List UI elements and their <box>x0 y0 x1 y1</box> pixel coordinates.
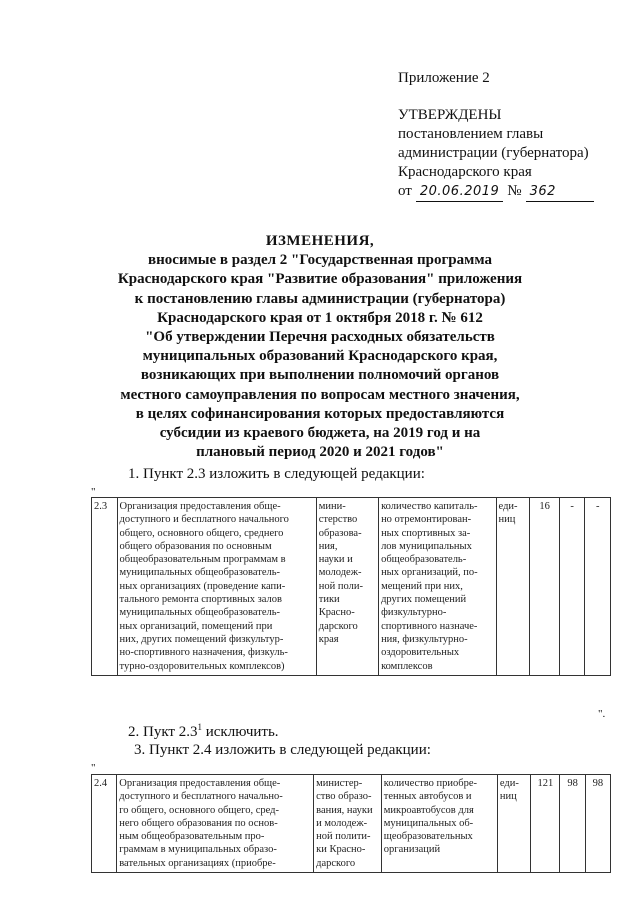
text-line: и молодеж- <box>316 817 368 829</box>
text-line: микроавтобусов для <box>383 804 474 816</box>
table-row <box>92 498 611 676</box>
number-sign: № <box>507 183 522 199</box>
text-line: них, других помещений физкультур- <box>119 633 284 645</box>
from-prefix: от <box>398 183 412 199</box>
text-line: общего, основного общего, среднего <box>119 527 284 539</box>
text-line: тенных автобусов и <box>383 791 472 803</box>
text-line: ных организациях (проведение капи- <box>119 580 286 592</box>
cell-description <box>117 775 314 873</box>
table-item-2-3 <box>91 497 611 676</box>
text-line: ниц <box>498 514 516 526</box>
item-2-superscript: 1 <box>197 722 202 732</box>
text-line: мини- <box>318 501 346 512</box>
title-heading: ИЗМЕНЕНИЯ, <box>265 233 375 249</box>
text-line: ных организаций, по- <box>381 567 478 579</box>
text-line: спортивного назначе- <box>381 620 478 632</box>
text-line: количество приобре- <box>383 778 478 789</box>
title-line: местного самоуправления по вопросам местного значения, <box>120 386 520 403</box>
text-line: доступного и бесплатного начального <box>119 514 289 526</box>
title-line: Краснодарского края "Развитие образования" приложения <box>117 271 523 288</box>
item-2-text: исключить. <box>201 724 279 740</box>
text-line: ство образо- <box>316 791 372 803</box>
cell-description <box>117 498 316 676</box>
text-line: организаций <box>383 844 441 856</box>
text-line: ния, физкультурно- <box>381 633 468 645</box>
text-line: общеобразовательным программам в <box>119 554 286 566</box>
approval-date-line <box>398 182 594 202</box>
title-line: к постановлению главы администрации (губернатора) <box>134 290 506 307</box>
item-1: 1. Пункт 2.3 изложить в следующей редакции: <box>128 466 425 482</box>
text-line: общеобразователь- <box>381 554 467 566</box>
text-line: но отремонтирован- <box>381 514 472 526</box>
title-line: субсидии из краевого бюджета, на 2019 год и на <box>159 425 481 442</box>
text-line: общего образования по основным <box>119 540 272 552</box>
cell-ministry <box>316 498 378 676</box>
text-line: министер- <box>316 778 363 789</box>
text-line: стерство <box>318 514 358 526</box>
cell-2021: - <box>585 498 611 676</box>
text-line: мещений при них, <box>381 580 463 592</box>
text-line: еди- <box>498 501 518 512</box>
cell-2019: 16 <box>530 498 560 676</box>
text-line: вательных организациях (приобре- <box>119 857 276 869</box>
text-line: лов муниципальных <box>381 540 472 552</box>
text-line: оздоровительных <box>381 647 460 659</box>
cell-2020: 98 <box>560 775 585 873</box>
text-line: края <box>318 633 339 645</box>
text-line: тики <box>318 594 340 606</box>
text-line: ки Красно- <box>316 844 366 856</box>
text-line: го общего, основного общего, сред- <box>119 804 279 816</box>
text-line: молодеж- <box>318 567 362 579</box>
text-line: него общего образования по основ- <box>119 817 278 829</box>
cell-ministry <box>314 775 382 873</box>
text-line: но-спортивного назначения, физкуль- <box>119 647 288 659</box>
text-line: других помещений <box>381 594 467 606</box>
cell-unit <box>497 775 530 873</box>
text-line: ной полити- <box>316 831 371 843</box>
quote-open-2: " <box>91 762 96 774</box>
text-line: Красно- <box>318 607 355 619</box>
text-line: муниципальных общеобразователь- <box>119 567 281 579</box>
cell-2019: 121 <box>531 775 560 873</box>
cell-unit <box>496 498 530 676</box>
text-line: ниц <box>499 791 517 803</box>
approved-line: Краснодарского края <box>398 164 532 180</box>
item-3: 3. Пункт 2.4 изложить в следующей редакции: <box>134 742 431 758</box>
title-line: Краснодарского края от 1 октября 2018 г. № 612 <box>157 309 483 326</box>
text-line: комплексов <box>381 660 433 672</box>
text-line: вания, науки <box>316 804 373 816</box>
text-line: ных спортивных за- <box>381 527 471 539</box>
handwritten-date: 20.06.2019 <box>416 182 503 202</box>
approved-line: администрации (губернатора) <box>398 145 589 161</box>
text-line: муниципальных об- <box>383 817 474 829</box>
text-line: еди- <box>499 778 519 789</box>
title-line: в целях софинансирования которых предоставляются <box>135 405 505 422</box>
title-line: муниципальных образований Краснодарского края, <box>142 348 498 365</box>
item-2 <box>128 722 279 741</box>
text-line: науки и <box>318 554 353 566</box>
text-line: муниципальных общеобразователь- <box>119 607 281 619</box>
text-line: тального ремонта спортивных залов <box>119 594 282 606</box>
title-line: возникающих при выполнении полномочий органов <box>140 367 500 384</box>
text-line: физкультурно- <box>381 607 447 619</box>
text-line: ной поли- <box>318 580 363 592</box>
title-line: вносимые в раздел 2 "Государственная программа <box>148 252 492 269</box>
quote-close-1: ". <box>598 708 606 720</box>
title-line: плановый период 2020 и 2021 годов" <box>196 444 444 461</box>
cell-number: 2.4 <box>92 775 117 873</box>
cell-indicator <box>381 775 497 873</box>
table-item-2-4 <box>91 774 611 873</box>
cell-2021: 98 <box>585 775 610 873</box>
document-title <box>60 232 580 462</box>
appendix-label: Приложение 2 <box>398 70 490 86</box>
text-line: граммам в муниципальных образо- <box>119 844 277 856</box>
approved-heading: УТВЕРЖДЕНЫ <box>398 107 502 123</box>
approved-line: постановлением главы <box>398 126 544 142</box>
quote-open-1: " <box>91 486 96 498</box>
text-line: ным общеобразовательным про- <box>119 831 265 843</box>
text-line: образова- <box>318 527 362 539</box>
text-line: щеобразовательных <box>383 831 473 843</box>
text-line: турно-оздоровительных комплексов) <box>119 660 285 672</box>
approval-block <box>398 106 594 202</box>
cell-2020: - <box>559 498 585 676</box>
cell-number: 2.3 <box>92 498 118 676</box>
text-line: ния, <box>318 540 338 552</box>
text-line: доступного и бесплатного начально- <box>119 791 283 803</box>
text-line: дарского <box>316 857 356 869</box>
text-line: количество капиталь- <box>381 501 478 512</box>
cell-indicator <box>379 498 496 676</box>
handwritten-number: 362 <box>526 182 594 202</box>
item-2-text: 2. Пукт 2.3 <box>128 724 198 740</box>
text-line: Организация предоставления обще- <box>119 501 281 512</box>
table-row <box>92 775 611 873</box>
title-line: "Об утверждении Перечня расходных обязательств <box>145 329 495 346</box>
text-line: ных организаций, помещений при <box>119 620 273 632</box>
text-line: Организация предоставления обще- <box>119 778 281 789</box>
text-line: дарского <box>318 620 358 632</box>
